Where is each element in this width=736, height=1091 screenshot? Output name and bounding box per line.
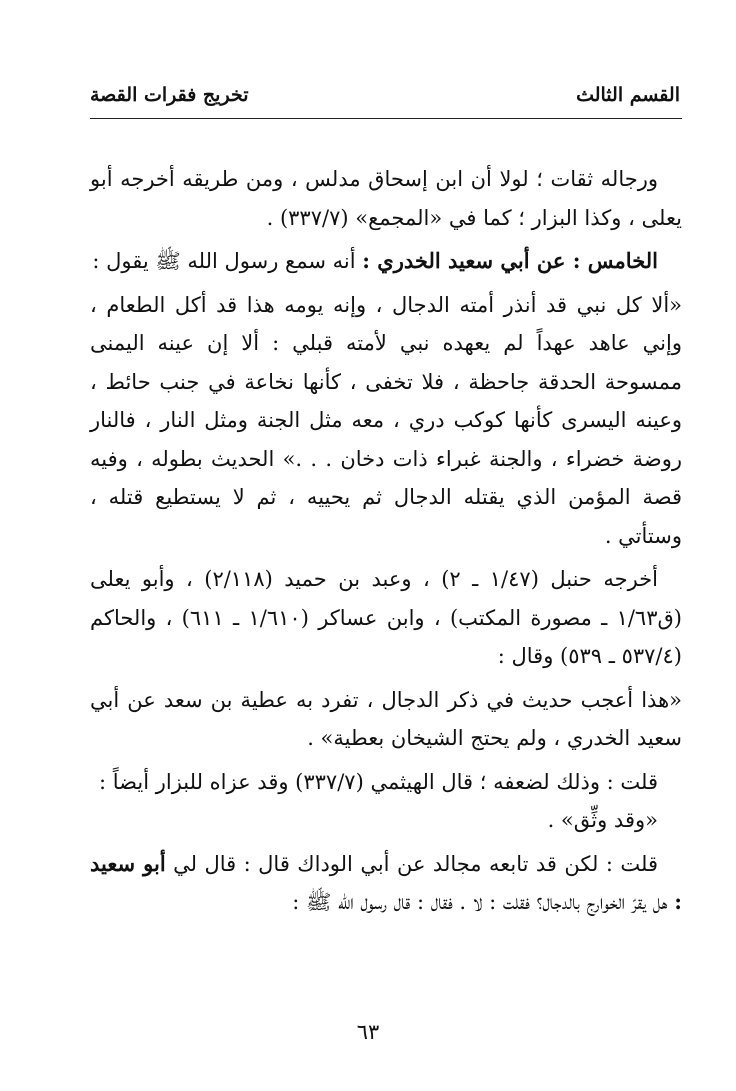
page-body <box>90 160 682 922</box>
paragraph-hakim-quote: «هذا أعجب حديث في ذكر الدجال ، تفرد به عطية بن سعد عن أبي سعيد الخدري ، ولم يحتج الشيخان بعطية» . <box>90 687 682 750</box>
fifth-label: الخامس : عن أبي سعيد الخدري : <box>362 248 658 273</box>
running-header <box>90 80 680 110</box>
mujalid-text-a: قلت : لكن قد تابعه مجالد عن أبي الوداك قال : قال لي <box>165 851 658 876</box>
paragraph-mujalid <box>90 845 682 922</box>
paragraph-narrators: ورجاله ثقات ؛ لولا أن ابن إسحاق مدلس ، ومن طريقه أخرجه أبو يعلى ، وكذا البزار ؛ كما في «المجمع» (٣٣٧/٧) . <box>90 167 682 230</box>
paragraph-fifth-report <box>90 242 682 281</box>
abu-said-label: أبو سعيد : <box>90 850 682 914</box>
section-title: القسم الثالث <box>576 84 680 106</box>
page-number: ٦٣ <box>356 1020 380 1044</box>
fifth-text: أنه سمع رسول الله ﷺ يقول : <box>92 249 363 273</box>
paragraph-sources: أخرجه حنبل (١/٤٧ ـ ٢) ، وعبد بن حميد (٢/١١٨) ، وأبو يعلى (ق١/٦٣ ـ مصورة المكتب) ، وابن عساكر (١/٦١٠ ـ ٦١١) ، والحاكم (٥٣٧/٤ ـ ٥٣٩) وقال : <box>90 567 682 668</box>
paragraph-hadith: «ألا كل نبي قد أنذر أمته الدجال ، وإنه يومه هذا قد أكل الطعام ، وإني عاهد عهداً لم يعهده نبي لأمته قبلي : ألا إن عينه اليمنى ممسوحة الحدقة جاحظة ، فلا تخفى ، كأنها نخاعة في جنب حائط ، وعينه اليسرى كأنها كوكب دري ، معه مثل الجنة ومثل النار ، فالنار روضة خضراء ، والجنة غبراء ذات دخان . . .» الحديث بطوله ، وفيه قصة المؤمن الذي يقتله الدجال ثم يحييه ، ثم لا يستطيع قتله ، وستأتي . <box>90 292 682 548</box>
chapter-title: تخريج فقرات القصة <box>90 84 249 106</box>
paragraph-weakness: قلت : وذلك لضعفه ؛ قال الهيثمي (٣٣٧/٧) وقد عزاه للبزار أيضاً : <box>99 769 658 794</box>
mujalid-text-b: هل يقرّ الخوارج بالدجال؟ فقلت : لا . فقال : قال رسول الله ﷺ : <box>292 890 675 914</box>
paragraph-trusted: «وقد وثِّق» . <box>547 808 658 832</box>
header-rule <box>90 118 682 119</box>
